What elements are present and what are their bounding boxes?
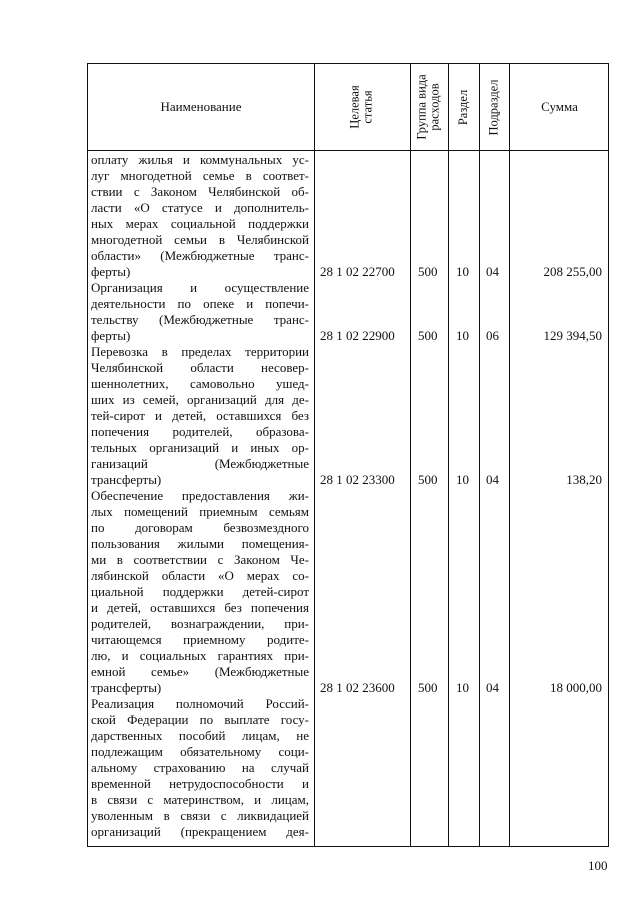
name-line: дарственных пособий лицам, не: [91, 728, 309, 743]
budget-table: [87, 63, 609, 847]
name-line: трансферты): [91, 472, 162, 487]
header-group: [410, 64, 448, 150]
table-row-name: [91, 488, 309, 696]
name-line: ласти «О статусе и дополнитель-: [91, 200, 309, 215]
name-line: ской Федерации по выплате госу-: [91, 712, 309, 727]
name-line: попечения родителей, образова-: [91, 424, 309, 439]
name-line: Перевозка в пределах территории: [91, 344, 309, 359]
name-line: в связи с материнством, и лицам,: [91, 792, 309, 807]
name-line: читающемся приемному родите-: [91, 632, 309, 647]
name-line: области» (Межбюджетные транс-: [91, 248, 309, 263]
name-line: тельных организаций и иных ор-: [91, 440, 309, 455]
name-line: многодетной семьи в Челябинской: [91, 232, 309, 247]
header-name-label: Наименование: [160, 99, 242, 114]
name-line: ствии с Законом Челябинской об-: [91, 184, 309, 199]
header-group-line1: Группа вида: [415, 74, 430, 140]
name-line: трансферты): [91, 680, 162, 695]
name-line: ферты): [91, 264, 131, 279]
row-target: 28 1 02 23300: [320, 472, 395, 487]
row-section: 10: [456, 680, 469, 695]
name-line: родителей, вознаграждении, при-: [91, 616, 309, 631]
name-line: ганизаций (Межбюджетные: [91, 456, 309, 471]
name-line: Обеспечение предоставления жи-: [91, 488, 309, 503]
name-line: лябинской области «О мерах со-: [91, 568, 309, 583]
table-row-name: [91, 696, 309, 840]
table-row-name: [91, 344, 309, 488]
header-section-label: Раздел: [456, 89, 471, 125]
header-group-line2: расходов: [428, 83, 443, 131]
name-line: временной нетрудоспособности и: [91, 776, 309, 791]
row-section: 10: [456, 328, 469, 343]
row-sum: 18 000,00: [550, 680, 602, 695]
column-divider: [509, 64, 510, 846]
row-sum: 208 255,00: [543, 264, 602, 279]
name-line: шеннолетних, самовольно ушед-: [91, 376, 309, 391]
row-section: 10: [456, 264, 469, 279]
name-line: пользования жилыми помещения-: [91, 536, 309, 551]
column-divider: [410, 64, 411, 846]
row-sum: 138,20: [566, 472, 602, 487]
name-line: ших из семей, организаций для де-: [91, 392, 309, 407]
row-subsection: 06: [486, 328, 499, 343]
name-line: деятельности по опеке и попечи-: [91, 296, 309, 311]
row-subsection: 04: [486, 680, 499, 695]
table-row-name: [91, 280, 309, 344]
header-subsection-label: Подраздел: [486, 79, 501, 135]
name-line: уволенным в связи с ликвидацией: [91, 808, 309, 823]
name-line: циальной поддержки детей-сирот: [91, 584, 309, 599]
row-subsection: 04: [486, 472, 499, 487]
name-line: Челябинской области несовер-: [91, 360, 309, 375]
row-group: 500: [418, 680, 438, 695]
name-line: альному страхованию на случай: [91, 760, 309, 775]
header-section: [448, 64, 479, 150]
row-subsection: 04: [486, 264, 499, 279]
header-sum-label: Сумма: [541, 99, 578, 114]
name-line: организаций (прекращением дея-: [91, 824, 309, 839]
header-divider: [88, 150, 608, 151]
name-line: ных мерах социальной поддержки: [91, 216, 309, 231]
name-line: лю, и социальных гарантиях при-: [91, 648, 309, 663]
row-target: 28 1 02 22700: [320, 264, 395, 279]
name-line: ми в соответствии с Законом Че-: [91, 552, 309, 567]
name-line: тей-сирот и детей, оставшихся без: [91, 408, 309, 423]
column-divider: [479, 64, 480, 846]
header-sum: [509, 64, 610, 150]
name-line: Реализация полномочий Россий-: [91, 696, 309, 711]
name-line: и детей, оставшихся без попечения: [91, 600, 309, 615]
header-name: [88, 64, 314, 150]
header-target: [314, 64, 410, 150]
header-target-line2: статья: [361, 90, 375, 124]
row-sum: 129 394,50: [543, 328, 602, 343]
header-subsection: [479, 64, 509, 150]
row-target: 28 1 02 22900: [320, 328, 395, 343]
table-row-name: [91, 152, 309, 280]
name-line: по договорам безвозмездного: [91, 520, 309, 535]
column-divider: [448, 64, 449, 846]
name-line: луг многодетной семье в соответ-: [91, 168, 309, 183]
name-line: оплату жилья и коммунальных ус-: [91, 152, 309, 167]
row-group: 500: [418, 472, 438, 487]
name-line: тельству (Межбюджетные транс-: [91, 312, 309, 327]
page-number: 100: [588, 858, 608, 873]
name-line: ферты): [91, 328, 131, 343]
name-line: лых помещений приемным семьям: [91, 504, 309, 519]
header-target-line1: Целевая: [348, 85, 362, 129]
row-section: 10: [456, 472, 469, 487]
name-line: подлежащим обязательному соци-: [91, 744, 309, 759]
row-target: 28 1 02 23600: [320, 680, 395, 695]
name-line: емной семье» (Межбюджетные: [91, 664, 309, 679]
name-line: Организация и осуществление: [91, 280, 309, 295]
column-divider: [314, 64, 315, 846]
row-group: 500: [418, 328, 438, 343]
row-group: 500: [418, 264, 438, 279]
